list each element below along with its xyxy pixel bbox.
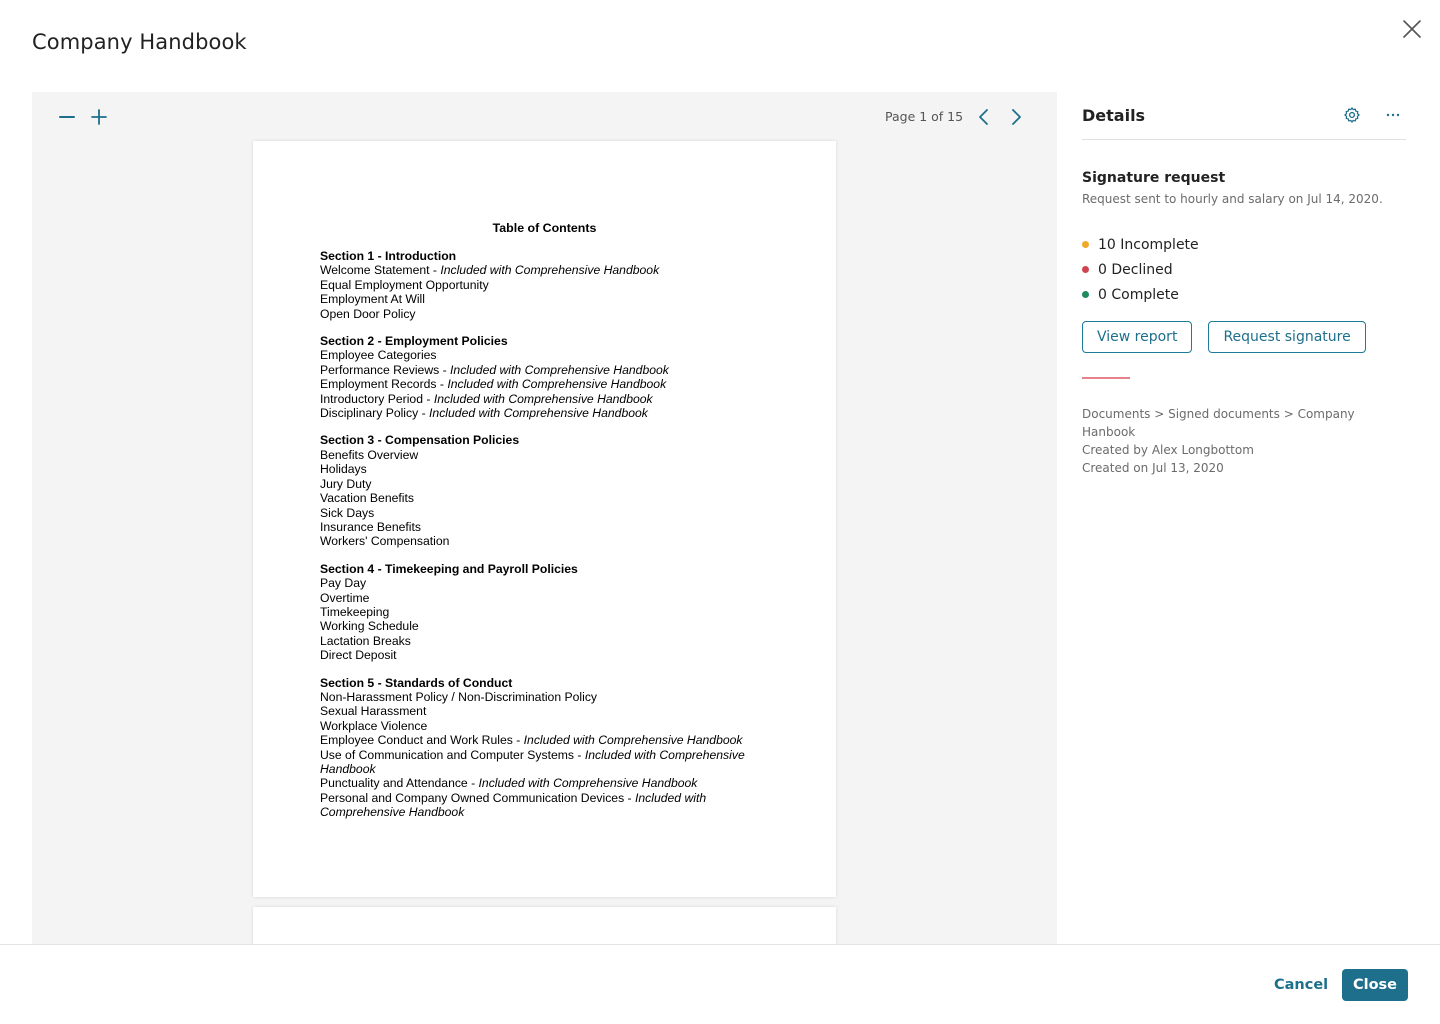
toc-item-note: Included with Comprehensive Handbook [320,790,707,820]
signature-request-title: Signature request [1082,170,1226,186]
toc-item-text: Benefits Overview [320,447,419,462]
toc-item [320,733,780,747]
toc-item [320,576,780,590]
toc-item-note: Included with Comprehensive Handbook [523,733,743,748]
divider [1082,377,1130,379]
request-signature-button[interactable]: Request signature [1208,321,1365,353]
chevron-left-icon[interactable] [973,106,995,128]
status-row [1082,257,1406,282]
toc-title: Table of Contents [492,221,597,235]
toc-section [320,334,780,420]
toc-section [320,249,780,321]
status-dot-icon [1082,291,1089,298]
toc-item [320,704,780,718]
toc-item [320,591,780,605]
zoom-out-icon[interactable] [56,106,78,128]
toc-item-text: Pay Day [320,576,367,591]
toc-item-text: Punctuality and Attendance - [320,776,479,791]
toc-item-note: Included with Comprehensive Handbook [320,747,745,776]
actions [1082,321,1406,353]
signature-request-subtitle: Request sent to hourly and salary on Jul 14, 2020. [1082,192,1383,206]
toc-item-text: Employment At Will [320,292,425,307]
toc-item-text: Overtime [320,590,370,605]
toc-item-text: Employment Records - [320,377,448,392]
toc-item [320,506,780,520]
zoom-in-icon[interactable] [88,106,110,128]
toc-item-text: Timekeeping [320,604,390,619]
toc-section-heading: Section 4 - Timekeeping and Payroll Policies [320,561,578,576]
table-of-contents [320,249,780,833]
toc-item [320,719,780,733]
document-page-next [253,907,836,944]
toc-item-text: Personal and Company Owned Communication Devices - [320,790,635,805]
toc-item [320,278,780,292]
toc-item-note: Included with Comprehensive Handbook [429,406,648,421]
details-header [1082,100,1406,140]
toc-item [320,477,780,491]
status-label: 0 Declined [1098,261,1173,278]
toc-item [320,776,780,790]
more-options-icon[interactable] [1384,106,1402,124]
status-row [1082,282,1406,307]
toc-item-text: Welcome Statement - [320,263,441,278]
toc-item-text: Working Schedule [320,619,419,634]
status-list [1082,232,1406,307]
cancel-button[interactable]: Cancel [1262,969,1340,1001]
toc-item [320,534,780,548]
created-by: Created by Alex Longbottom [1082,443,1254,457]
status-label: 0 Complete [1098,286,1179,303]
toc-item [320,292,780,306]
toc-section [320,433,780,548]
toc-section-heading: Section 5 - Standards of Conduct [320,675,513,690]
toc-section-heading: Section 1 - Introduction [320,249,457,263]
toc-item-text: Insurance Benefits [320,519,421,534]
toc-item [320,448,780,462]
toc-item-note: Included with Comprehensive Handbook [440,263,660,278]
toc-item-text: Disciplinary Policy - [320,406,430,421]
toc-item-text: Introductory Period - [320,391,434,406]
toc-item-note: Included with Comprehensive Handbook [433,391,653,406]
toc-item [320,263,780,277]
toc-section-heading: Section 2 - Employment Policies [320,334,508,349]
status-dot-icon [1082,241,1089,248]
document-page [253,141,836,897]
toc-item-text: Equal Employment Opportunity [320,277,489,292]
toc-section-heading: Section 3 - Compensation Policies [320,433,520,448]
toc-item-text: Jury Duty [320,476,372,491]
created-on: Created on Jul 13, 2020 [1082,461,1224,475]
toc-item-text: Employee Categories [320,348,437,363]
chevron-right-icon[interactable] [1005,106,1027,128]
toc-item [320,392,780,406]
toc-item [320,462,780,476]
modal-footer [0,944,1440,1024]
toc-item-text: Sexual Harassment [320,704,427,719]
document-viewer[interactable] [32,92,1057,944]
toc-item-text: Lactation Breaks [320,633,411,648]
toc-item-text: Non-Harassment Policy / Non-Discrimination Policy [320,689,598,704]
status-row [1082,232,1406,257]
status-dot-icon [1082,266,1089,273]
toc-item-text: Open Door Policy [320,306,416,321]
toc-item [320,520,780,534]
toc-item-text: Employee Conduct and Work Rules - [320,733,524,748]
modal-title: Company Handbook [32,30,247,54]
status-label: 10 Incomplete [1098,236,1199,253]
toc-item [320,634,780,648]
toc-item [320,406,780,420]
document-meta [1082,405,1406,477]
gear-icon[interactable] [1343,106,1361,124]
toc-section [320,562,780,663]
toc-item-note: Included with Comprehensive Handbook [450,362,669,377]
toc-item [320,377,780,391]
toc-item-text: Direct Deposit [320,648,397,663]
toc-item [320,791,780,820]
page-indicator: Page 1 of 15 [885,109,964,124]
toc-item [320,307,780,321]
toc-item [320,348,780,362]
toc-item-text: Vacation Benefits [320,491,414,506]
toc-section [320,676,780,820]
toc-item-text: Workers' Compensation [320,534,450,549]
toc-item [320,648,780,662]
toc-item [320,748,780,777]
toc-item [320,605,780,619]
toc-item-text: Workplace Violence [320,718,428,733]
toc-item [320,690,780,704]
details-panel [1082,100,1406,477]
toc-item [320,363,780,377]
toc-item-text: Performance Reviews - [320,362,451,377]
toc-item [320,619,780,633]
toc-item-text: Sick Days [320,505,375,520]
details-title: Details [1082,106,1146,125]
toc-item-note: Included with Comprehensive Handbook [447,377,667,392]
breadcrumb: Documents > Signed documents > Company Hanbook [1082,407,1355,439]
view-report-button[interactable]: View report [1082,321,1192,353]
toc-item-text: Holidays [320,462,367,477]
toc-item-note: Included with Comprehensive Handbook [478,776,698,791]
toc-item [320,491,780,505]
close-icon[interactable] [1399,16,1425,42]
close-button[interactable]: Close [1342,969,1408,1001]
toc-item-text: Use of Communication and Computer Systems - [320,747,585,762]
